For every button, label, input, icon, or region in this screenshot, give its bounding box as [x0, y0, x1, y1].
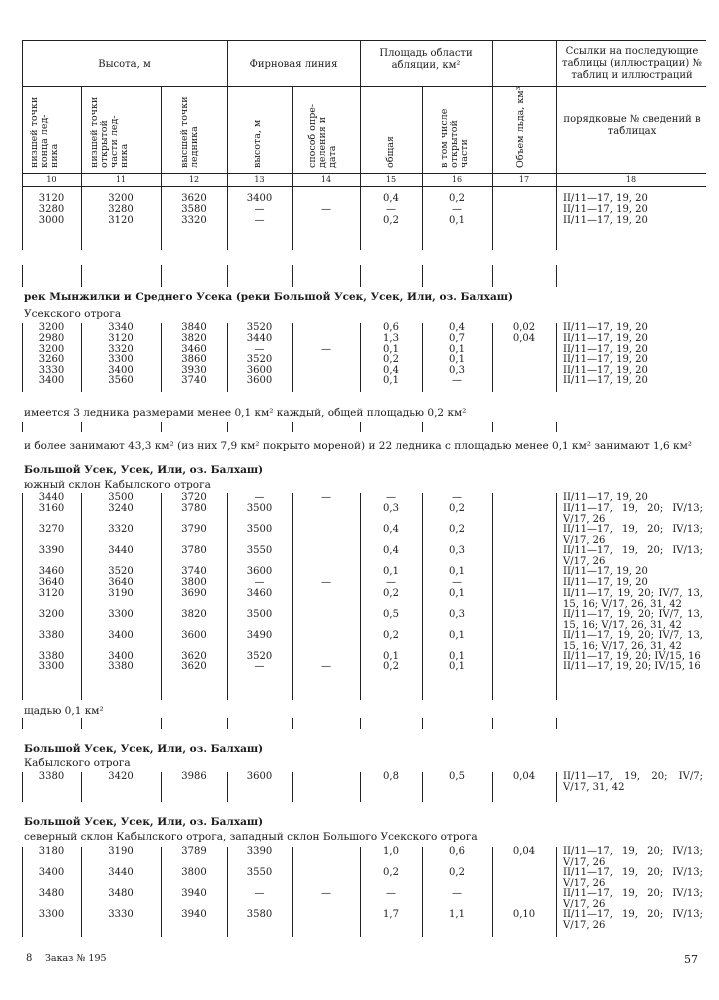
- colnum: 10: [46, 175, 57, 184]
- header-vline: [292, 86, 293, 187]
- reference-cell: II/11—17, 19, 20; IV/13; V/17, 26: [563, 545, 703, 567]
- table-cell: 3380: [38, 771, 65, 782]
- table-cell: 3460: [181, 344, 207, 355]
- table-cell: 0,1: [449, 661, 465, 672]
- reference-cell: II/11—17, 19, 20; IV/13; V/17, 26: [563, 888, 703, 910]
- table-cell: —: [452, 204, 462, 215]
- colnum: 17: [518, 175, 530, 184]
- table-cell: 0,2: [383, 588, 399, 599]
- column-rule: [227, 422, 228, 432]
- header-vline: [422, 86, 423, 187]
- table-cell: 3560: [108, 375, 134, 386]
- table-cell: 0,2: [383, 661, 399, 672]
- table-cell: 3480: [108, 888, 134, 899]
- area-group-header: Площадь области абляции, км²: [379, 48, 473, 71]
- column-rule: [556, 422, 557, 432]
- table-cell: 0,02: [512, 322, 536, 333]
- table-cell: 3440: [38, 492, 65, 503]
- column-rule: [22, 718, 23, 729]
- colnum: 18: [625, 175, 637, 184]
- column-rule: [360, 422, 361, 432]
- section-title: Большой Усек, Усек, Или, оз. Балхаш): [24, 464, 264, 476]
- reference-cell: II/11—17, 19, 20: [563, 577, 648, 588]
- column-rule: [161, 718, 162, 729]
- table-cell: 3500: [246, 609, 273, 620]
- table-cell: 3580: [181, 204, 207, 215]
- table-cell: 0,10: [512, 909, 536, 920]
- table-cell: 3380: [38, 630, 65, 641]
- table-cell: 3240: [108, 503, 134, 514]
- col12-header: высшей точки ледника: [179, 96, 200, 168]
- column-rule: [22, 422, 23, 432]
- table-cell: 3740: [181, 566, 207, 577]
- colnum: 14: [320, 175, 332, 184]
- table-cell: 0,4: [383, 365, 399, 376]
- section-subtitle: Кабылского отрога: [24, 757, 131, 769]
- table-cell: 0,1: [449, 354, 465, 365]
- table-cell: 3000: [38, 215, 65, 226]
- column-rule: [492, 265, 493, 287]
- table-cell: 3320: [108, 524, 134, 535]
- header-bottom-rule: [22, 173, 706, 174]
- table-cell: 0,1: [383, 344, 399, 355]
- column-rule: [22, 265, 23, 287]
- note-line: имеется 3 ледника размерами менее 0,1 км² каждый, общей площадью 0,2 км²: [24, 407, 467, 419]
- table-cell: —: [452, 577, 462, 588]
- table-cell: 0,2: [383, 867, 399, 878]
- column-rule: [492, 847, 493, 937]
- colnum: 12: [188, 175, 200, 184]
- table-cell: 0,8: [383, 771, 399, 782]
- column-rule: [556, 772, 557, 802]
- table-cell: 3620: [181, 651, 207, 662]
- table-cell: 3640: [108, 577, 134, 588]
- table-cell: —: [254, 661, 265, 672]
- reference-cell: II/11—17, 19, 20; IV/13; V/17, 26: [563, 524, 703, 546]
- reference-cell: II/11—17, 19, 20: [563, 375, 648, 386]
- table-cell: 3600: [181, 630, 207, 641]
- table-cell: 3690: [181, 588, 207, 599]
- table-cell: 3160: [38, 503, 65, 514]
- table-cell: —: [321, 577, 331, 588]
- table-cell: 3320: [108, 344, 134, 355]
- column-rule: [81, 265, 82, 287]
- table-cell: 3520: [246, 354, 273, 365]
- colnum: 16: [451, 175, 463, 184]
- table-cell: 0,5: [383, 609, 399, 620]
- header-vline: [360, 40, 361, 187]
- table-cell: 3200: [38, 609, 65, 620]
- table-cell: 3400: [108, 651, 134, 662]
- table-cell: 3440: [246, 333, 273, 344]
- table-cell: 3500: [246, 524, 273, 535]
- table-cell: 3330: [38, 365, 65, 376]
- table-cell: 3340: [108, 322, 134, 333]
- table-cell: —: [386, 204, 396, 215]
- table-cell: 1,0: [383, 846, 399, 857]
- table-cell: 3300: [108, 354, 134, 365]
- column-rule: [161, 422, 162, 432]
- section-title: Большой Усек, Усек, Или, оз. Балхаш): [24, 816, 264, 828]
- table-cell: 3620: [181, 661, 207, 672]
- table-cell: 3120: [38, 588, 65, 599]
- height-group-header: Высота, м: [98, 59, 151, 70]
- table-cell: 3490: [246, 630, 273, 641]
- table-cell: 0,1: [449, 566, 465, 577]
- column-rule: [81, 422, 82, 432]
- table-cell: 3380: [108, 661, 134, 672]
- table-cell: —: [254, 492, 265, 503]
- column-rule: [556, 718, 557, 729]
- header-vline: [492, 40, 493, 187]
- table-cell: 0,2: [383, 215, 399, 226]
- col11-header: низшей точки открытой части лед-ника: [89, 96, 130, 168]
- table-cell: 3580: [246, 909, 273, 920]
- column-rule: [292, 718, 293, 729]
- column-rule: [227, 265, 228, 287]
- table-cell: —: [452, 375, 462, 386]
- table-cell: 0,2: [449, 867, 465, 878]
- table-cell: 0,3: [383, 503, 399, 514]
- column-rule: [492, 493, 493, 700]
- column-rule: [161, 265, 162, 287]
- col18-header: порядковые № сведений в таблицах: [563, 114, 701, 137]
- column-rule: [556, 187, 557, 250]
- table-cell: —: [452, 888, 462, 899]
- table-cell: 3420: [108, 771, 134, 782]
- column-rule: [556, 493, 557, 700]
- column-rule: [81, 718, 82, 729]
- colnum: 15: [385, 175, 397, 184]
- table-cell: 0,04: [512, 333, 536, 344]
- table-cell: 3400: [108, 365, 134, 376]
- column-rule: [292, 323, 293, 392]
- table-cell: 3300: [108, 609, 134, 620]
- table-cell: —: [386, 888, 396, 899]
- table-cell: 0,4: [383, 193, 399, 204]
- table-cell: —: [321, 661, 331, 672]
- column-rule: [556, 265, 557, 287]
- table-cell: 0,2: [449, 193, 465, 204]
- table-cell: 3270: [38, 524, 65, 535]
- table-cell: —: [452, 492, 462, 503]
- table-cell: 3330: [108, 909, 134, 920]
- table-cell: 3550: [246, 545, 273, 556]
- table-cell: 3200: [38, 322, 65, 333]
- table-cell: 3600: [246, 566, 273, 577]
- table-cell: 0,6: [383, 322, 399, 333]
- table-cell: 3480: [38, 888, 65, 899]
- table-cell: 0,5: [449, 771, 465, 782]
- table-cell: 3790: [181, 524, 207, 535]
- column-rule: [292, 772, 293, 802]
- table-cell: 3180: [38, 846, 65, 857]
- reference-cell: II/11—17, 19, 20; IV/7, 13, 15, 16; V/17, 26, 31, 42: [563, 588, 703, 610]
- table-cell: 3940: [181, 909, 207, 920]
- column-rule: [556, 847, 557, 937]
- reference-cell: II/11—17, 19, 20; IV/13; V/17, 26: [563, 867, 703, 889]
- colnum: 11: [115, 175, 127, 184]
- table-cell: 3280: [38, 204, 65, 215]
- page-number: 57: [684, 953, 698, 966]
- footer-order: Заказ № 195: [45, 953, 107, 964]
- column-rule: [360, 718, 361, 729]
- reference-cell: II/11—17, 19, 20; IV/13; V/17, 26: [563, 909, 703, 931]
- column-rule: [492, 718, 493, 729]
- table-cell: 3500: [246, 503, 273, 514]
- table-cell: 3400: [246, 193, 273, 204]
- col14-header: способ опре-деления и дата: [307, 103, 338, 168]
- table-cell: 3940: [181, 888, 207, 899]
- section-title: Большой Усек, Усек, Или, оз. Балхаш): [24, 743, 264, 755]
- table-cell: 0,2: [449, 524, 465, 535]
- table-cell: 3120: [108, 333, 134, 344]
- table-cell: 0,7: [449, 333, 465, 344]
- table-cell: —: [254, 215, 265, 226]
- table-cell: 0,4: [383, 524, 399, 535]
- column-rule: [292, 265, 293, 287]
- table-cell: 3860: [181, 354, 207, 365]
- header-vline: [161, 86, 162, 187]
- col10-header: низшей точки конца лед-ника: [29, 96, 60, 168]
- table-cell: 3520: [108, 566, 134, 577]
- col17-header: Объем льда, км³: [515, 86, 526, 168]
- table-cell: 3190: [108, 846, 134, 857]
- table-cell: 3820: [181, 333, 207, 344]
- table-cell: 0,1: [449, 630, 465, 641]
- table-cell: 3440: [108, 545, 134, 556]
- table-cell: —: [254, 888, 265, 899]
- table-cell: 0,1: [383, 651, 399, 662]
- column-rule: [422, 718, 423, 729]
- table-cell: 3200: [38, 344, 65, 355]
- reference-cell: II/11—17, 19, 20: [563, 204, 648, 215]
- reference-cell: II/11—17, 19, 20; IV/15, 16: [563, 661, 701, 672]
- table-cell: 3390: [246, 846, 273, 857]
- table-cell: 0,1: [449, 215, 465, 226]
- table-cell: 3840: [181, 322, 207, 333]
- reference-cell: II/11—17, 19, 20; IV/13; V/17, 26: [563, 846, 703, 868]
- table-cell: 2980: [38, 333, 65, 344]
- table-cell: 0,1: [449, 344, 465, 355]
- table-cell: —: [254, 577, 265, 588]
- column-rule: [422, 265, 423, 287]
- reference-cell: II/11—17, 19, 20; IV/7; V/17, 31, 42: [563, 771, 703, 793]
- header-vline: [81, 86, 82, 187]
- note-line: щадью 0,1 км²: [24, 705, 104, 717]
- table-cell: 0,04: [512, 771, 536, 782]
- table-cell: 0,3: [449, 609, 465, 620]
- table-cell: —: [386, 577, 396, 588]
- table-cell: —: [254, 344, 265, 355]
- reference-cell: II/11—17, 19, 20: [563, 215, 648, 226]
- table-cell: 3720: [181, 492, 207, 503]
- section-title: рек Мынжилки и Среднего Усека (реки Большой Усек, Усек, Или, оз. Балхаш): [24, 291, 513, 303]
- table-cell: —: [254, 204, 265, 215]
- reference-cell: II/11—17, 19, 20: [563, 193, 648, 204]
- table-cell: 3460: [246, 588, 273, 599]
- col13-header: высота, м: [252, 119, 263, 168]
- table-cell: 3520: [246, 322, 273, 333]
- table-cell: 3640: [38, 577, 65, 588]
- table-cell: 0,3: [449, 365, 465, 376]
- column-rule: [292, 422, 293, 432]
- note-line: и более занимают 43,3 км² (из них 7,9 км² покрыто мореной) и 22 ледника с площадью менее 0,1 км² занимают 1,6 км²: [24, 440, 693, 452]
- table-cell: 0,04: [512, 846, 536, 857]
- table-cell: 0,1: [383, 375, 399, 386]
- table-cell: 1,7: [383, 909, 399, 920]
- table-cell: 3460: [38, 566, 65, 577]
- table-cell: 3320: [181, 215, 207, 226]
- table-cell: 0,6: [449, 846, 465, 857]
- table-cell: —: [321, 888, 331, 899]
- table-cell: 3190: [108, 588, 134, 599]
- table-cell: 1,1: [449, 909, 465, 920]
- section-subtitle: Усекского отрога: [24, 308, 122, 320]
- reference-cell: II/11—17, 19, 20; IV/15, 16: [563, 651, 701, 662]
- table-cell: —: [321, 344, 331, 355]
- firn-group-header: Фирновая линия: [249, 59, 338, 70]
- refs-group-header: Ссылки на последующие таблицы (иллюстрации) № таблиц и иллюстраций: [562, 46, 702, 81]
- table-cell: 3440: [108, 867, 134, 878]
- table-cell: 3400: [108, 630, 134, 641]
- reference-cell: II/11—17, 19, 20: [563, 333, 648, 344]
- table-cell: 3120: [108, 215, 134, 226]
- table-cell: 0,1: [449, 588, 465, 599]
- table-cell: 3260: [38, 354, 65, 365]
- header-top-rule: [22, 40, 706, 41]
- table-cell: 3800: [181, 577, 207, 588]
- footer-left-num: 8: [26, 953, 33, 964]
- section-subtitle: южный склон Кабылского отрога: [24, 479, 211, 491]
- table-cell: —: [386, 492, 396, 503]
- column-rule: [492, 187, 493, 250]
- column-rule: [360, 265, 361, 287]
- table-cell: 3520: [246, 651, 273, 662]
- colnum-rule: [22, 186, 706, 187]
- table-cell: 3820: [181, 609, 207, 620]
- table-cell: 3390: [38, 545, 65, 556]
- table-cell: 3780: [181, 545, 207, 556]
- reference-cell: II/11—17, 19, 20: [563, 344, 648, 355]
- reference-cell: II/11—17, 19, 20: [563, 365, 648, 376]
- table-cell: 3600: [246, 375, 273, 386]
- table-cell: 3120: [38, 193, 65, 204]
- table-cell: 0,2: [383, 354, 399, 365]
- table-cell: 0,3: [449, 545, 465, 556]
- reference-cell: II/11—17, 19, 20: [563, 492, 648, 503]
- table-cell: 3280: [108, 204, 134, 215]
- table-cell: 3600: [246, 365, 273, 376]
- table-cell: 3400: [38, 867, 65, 878]
- section-subtitle: северный склон Кабылского отрога, западный склон Большого Усекского отрога: [24, 831, 478, 843]
- header-vline: [556, 40, 557, 187]
- col16-header: в том числе открытой части: [439, 108, 470, 168]
- table-cell: 3300: [38, 909, 65, 920]
- colnum: 13: [254, 175, 265, 184]
- reference-cell: II/11—17, 19, 20; IV/7, 13, 15, 16; V/17, 26, 31, 42: [563, 630, 703, 652]
- column-rule: [227, 718, 228, 729]
- table-cell: 0,2: [449, 503, 465, 514]
- column-rule: [292, 187, 293, 250]
- table-cell: 0,4: [383, 545, 399, 556]
- table-cell: 0,2: [383, 630, 399, 641]
- table-cell: 0,1: [449, 651, 465, 662]
- header-mid-rule: [22, 86, 706, 87]
- col15-header: общая: [385, 136, 396, 168]
- table-cell: 3500: [108, 492, 134, 503]
- table-cell: 3600: [246, 771, 273, 782]
- table-cell: 3300: [38, 661, 65, 672]
- table-cell: —: [321, 492, 331, 503]
- table-cell: 3800: [181, 867, 207, 878]
- table-cell: 0,1: [383, 566, 399, 577]
- reference-cell: II/11—17, 19, 20; IV/13; V/17, 26: [563, 503, 703, 525]
- reference-cell: II/11—17, 19, 20: [563, 566, 648, 577]
- table-cell: 3620: [181, 193, 207, 204]
- table-cell: 3740: [181, 375, 207, 386]
- reference-cell: II/11—17, 19, 20; IV/7, 13, 15, 16; V/17, 26, 31, 42: [563, 609, 703, 631]
- table-cell: 3930: [181, 365, 207, 376]
- column-rule: [422, 422, 423, 432]
- table-cell: 3200: [108, 193, 134, 204]
- reference-cell: II/11—17, 19, 20: [563, 354, 648, 365]
- table-cell: 3400: [38, 375, 65, 386]
- table-cell: 3789: [181, 846, 207, 857]
- column-rule: [492, 422, 493, 432]
- table-cell: 3550: [246, 867, 273, 878]
- table-cell: 0,4: [449, 322, 465, 333]
- table-cell: 3380: [38, 651, 65, 662]
- reference-cell: II/11—17, 19, 20: [563, 322, 648, 333]
- table-cell: 1,3: [383, 333, 399, 344]
- table-cell: 3780: [181, 503, 207, 514]
- table-cell: 3986: [181, 771, 207, 782]
- column-rule: [556, 323, 557, 392]
- table-cell: —: [321, 204, 331, 215]
